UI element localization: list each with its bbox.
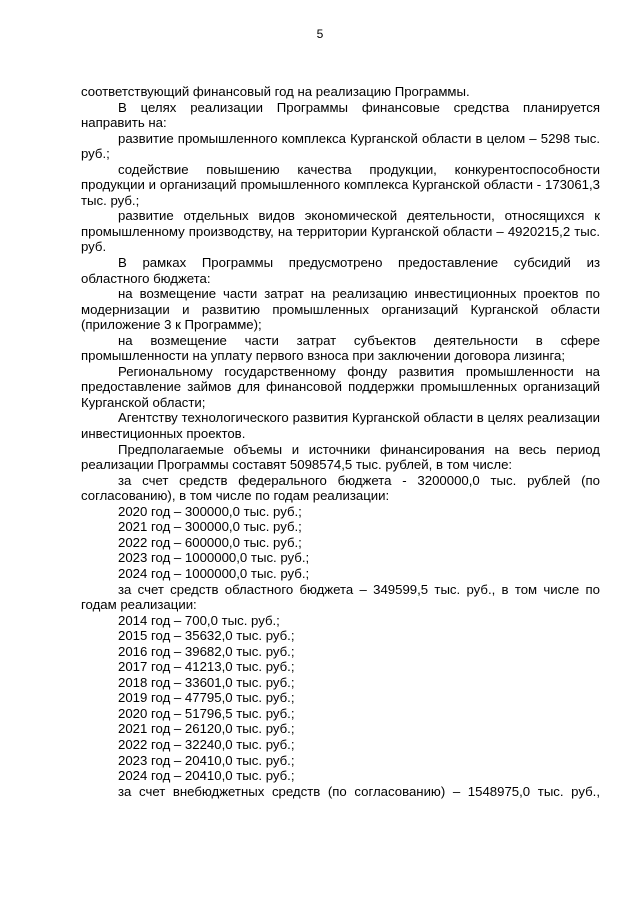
paragraph-investment-projects: на возмещение части затрат на реализацию инвестиционных проектов по модернизации и развитию промышленных организаций Курганской области (приложение 3 к Программе); [81, 286, 600, 333]
document-body [81, 84, 600, 799]
regional-year-line: 2022 год – 32240,0 тыс. руб.; [118, 736, 295, 752]
federal-year-line: 2023 год – 1000000,0 тыс. руб.; [118, 550, 310, 566]
paragraph-continuation: соответствующий финансовый год на реализацию Программы. [81, 84, 470, 99]
regional-year-line: 2020 год – 51796,5 тыс. руб.; [118, 705, 295, 721]
federal-year-line: 2022 год – 600000,0 тыс. руб.; [118, 534, 302, 550]
regional-year-line: 2017 год – 41213,0 тыс. руб.; [118, 659, 295, 675]
regional-year-line: 2019 год – 47795,0 тыс. руб.; [118, 690, 295, 706]
regional-year-line: 2023 год – 20410,0 тыс. руб.; [118, 752, 295, 768]
regional-year-line: 2021 год – 26120,0 тыс. руб.; [118, 721, 295, 737]
paragraph-funding-directions: В целях реализации Программы финансовые средства планируется направить на: [81, 99, 600, 131]
paragraph-product-quality: содействие повышению качества продукции, конкурентоспособности продукции и организаций промышленного комплекса Курганской области - 173061,3 тыс. руб.; [81, 161, 600, 208]
regional-year-line: 2016 год – 39682,0 тыс. руб.; [118, 643, 295, 659]
paragraph-subsidies: В рамках Программы предусмотрено предоставление субсидий из областного бюджета: [81, 255, 600, 286]
page-number: 5 [316, 27, 324, 41]
paragraph-regional-budget: за счет средств областного бюджета – 349599,5 тыс. руб., в том числе по годам реализации: [81, 581, 600, 613]
paragraph-leasing: на возмещение части затрат субъектов деятельности в сфере промышленности на уплату первого взноса при заключении договора лизинга; [81, 332, 600, 364]
paragraph-economic-activity: развитие отдельных видов экономической деятельности, относящихся к промышленному производству, на территории Курганской области – 4920215,2 тыс. руб. [81, 208, 600, 255]
federal-year-line: 2021 год – 300000,0 тыс. руб.; [118, 519, 302, 535]
paragraph-industry-fund: Региональному государственному фонду развития промышленности на предоставление займов для финансовой поддержки промышленных организаций Курганской области; [81, 363, 600, 410]
paragraph-tech-agency: Агентству технологического развития Курганской области в целях реализации инвестиционных проектов. [81, 410, 600, 442]
paragraph-federal-budget: за счет средств федерального бюджета - 3200000,0 тыс. рублей (по согласованию), в том числе по годам реализации: [81, 472, 600, 504]
paragraph-industrial-complex: развитие промышленного комплекса Курганской области в целом – 5298 тыс. руб.; [81, 130, 600, 162]
paragraph-total-funding: Предполагаемые объемы и источники финансирования на весь период реализации Программы составят 5098574,5 тыс. рублей, в том числе: [81, 441, 600, 473]
regional-year-line: 2018 год – 33601,0 тыс. руб.; [118, 674, 295, 690]
regional-year-line: 2015 год – 35632,0 тыс. руб.; [118, 628, 295, 644]
paragraph-extrabudgetary: за счет внебюджетных средств (по согласованию) – 1548975,0 тыс. руб., [118, 783, 600, 799]
regional-year-line: 2024 год – 20410,0 тыс. руб.; [118, 768, 295, 784]
regional-year-line: 2014 год – 700,0 тыс. руб.; [118, 612, 280, 628]
federal-year-line: 2024 год – 1000000,0 тыс. руб.; [118, 565, 310, 581]
federal-year-line: 2020 год – 300000,0 тыс. руб.; [118, 503, 302, 519]
